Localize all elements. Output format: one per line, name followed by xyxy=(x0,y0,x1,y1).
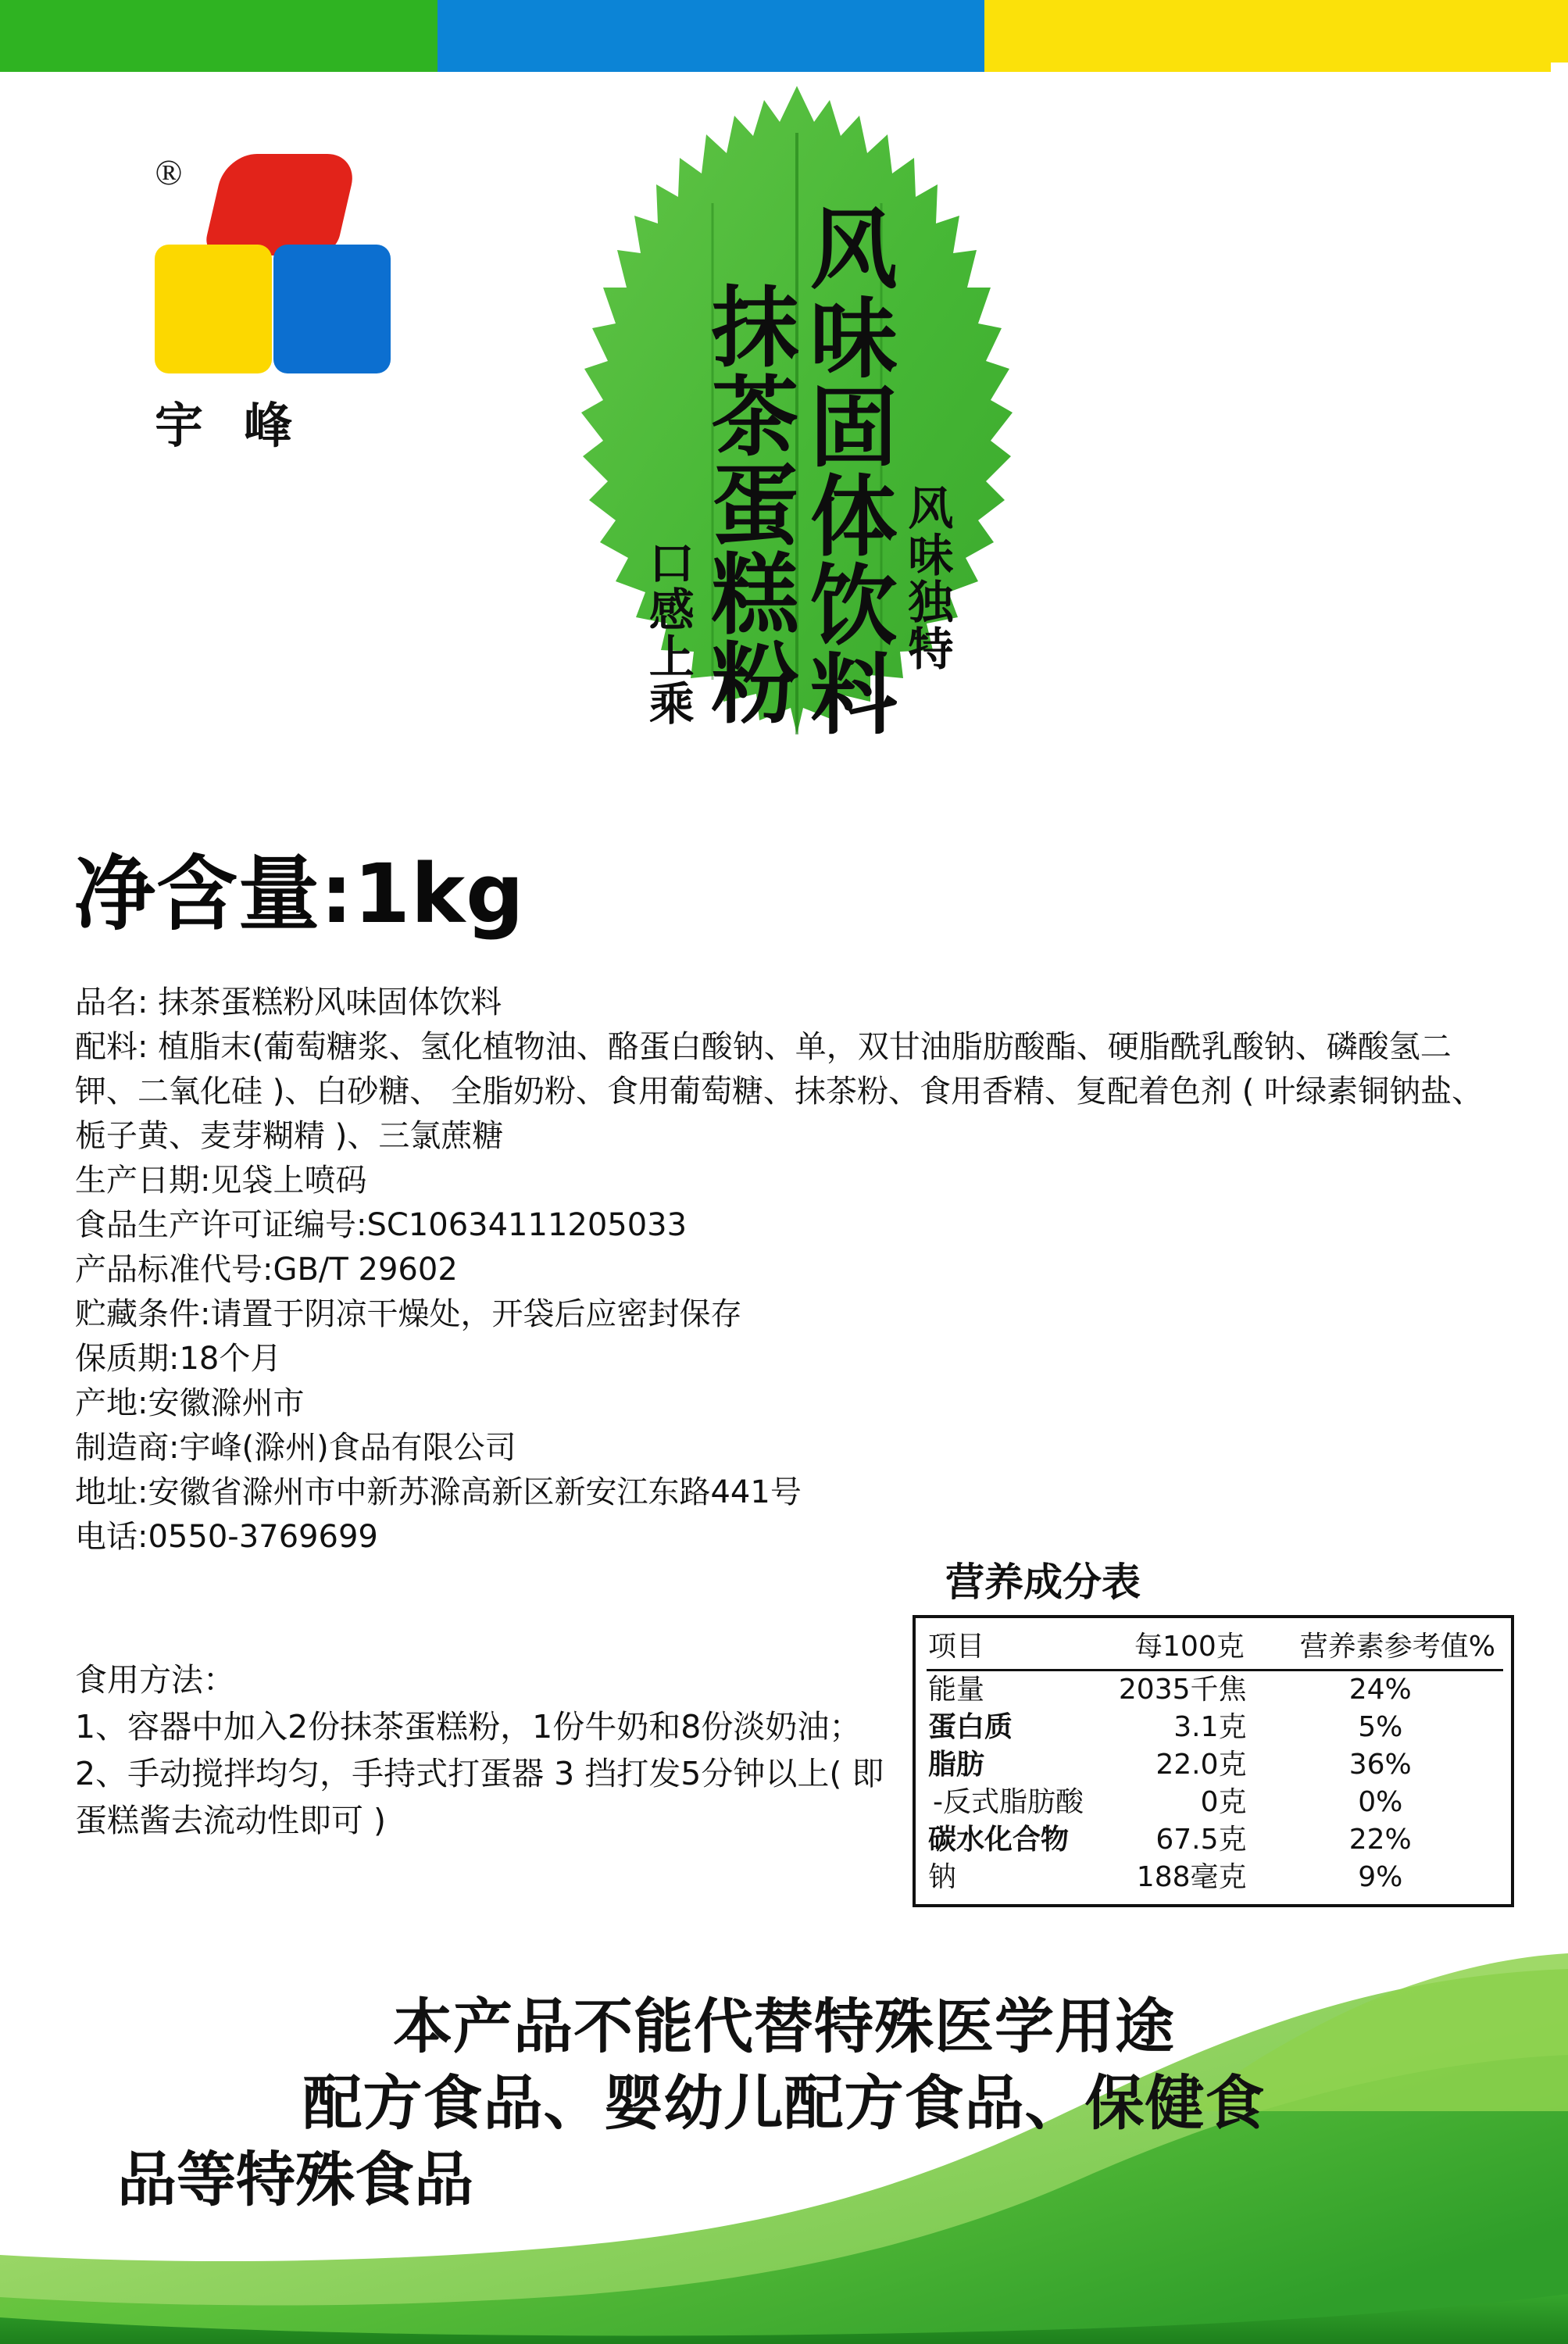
nutrition-row-nrv: 0% xyxy=(1358,1786,1403,1818)
info-shelf-life: 保质期:18个月 xyxy=(75,1341,282,1377)
cube-logo-icon xyxy=(148,152,383,387)
nutrition-row-per100g: 0克 xyxy=(1200,1786,1247,1818)
nutrition-row-per100g: 2035千焦 xyxy=(1118,1674,1247,1706)
product-tagline-left: 口感上乘 xyxy=(641,539,695,727)
product-tagline-right: 风味独特 xyxy=(900,484,954,672)
info-production-date: 生产日期:见袋上喷码 xyxy=(75,1163,367,1199)
nutrition-row xyxy=(927,1746,1503,1784)
nutrition-row-item: 碳水化合物 xyxy=(928,1824,1070,1856)
info-ingredients: 配料: 植脂末(葡萄糖浆、氢化植物油、酪蛋白酸钠、单，双甘油脂肪酸酯、硬脂酰乳酸钠、磷酸氢二钾、二氧化硅 )、白砂糖、 全脂奶粉、食用葡萄糖、抹茶粉、食用香精、复配着色剂 ( 叶绿素铜钠盐、栀子黄、麦芽糊精 )、三氯蔗糖 xyxy=(75,1029,1484,1154)
nutrition-row-per100g: 3.1克 xyxy=(1173,1711,1247,1743)
product-title-line2: 抹茶蛋糕粉 xyxy=(697,281,798,727)
nutrition-row-per100g: 67.5克 xyxy=(1155,1824,1247,1856)
info-address: 地址:安徽省滁州市中新苏滁高新区新安江东路441号 xyxy=(75,1474,802,1510)
nutrition-row-item: 能量 xyxy=(928,1674,985,1706)
nutrition-header-item: 项目 xyxy=(928,1631,985,1663)
nutrition-row-nrv: 5% xyxy=(1358,1711,1403,1743)
nutrition-row xyxy=(927,1821,1503,1859)
info-manufacturer: 制造商:宇峰(滁州)食品有限公司 xyxy=(75,1430,516,1466)
nutrition-row-item: 脂肪 xyxy=(928,1749,985,1781)
brand-logo xyxy=(141,152,398,488)
info-license-number: 食品生产许可证编号:SC10634111205033 xyxy=(75,1207,688,1243)
nutrition-header-row xyxy=(927,1621,1503,1670)
usage-heading: 食用方法： xyxy=(75,1661,235,1699)
cube-face-yellow xyxy=(155,245,272,373)
cube-face-red xyxy=(202,154,359,255)
nutrition-row xyxy=(927,1784,1503,1821)
usage-instructions xyxy=(75,1656,903,1844)
nutrition-row-nrv: 9% xyxy=(1358,1861,1403,1893)
nutrition-header-per100g: 每100克 xyxy=(1134,1631,1245,1663)
nutrition-row-per100g: 188毫克 xyxy=(1136,1861,1247,1893)
nutrition-row-per100g: 22.0克 xyxy=(1155,1749,1247,1781)
nutrition-row-item: 钠 xyxy=(928,1861,957,1893)
band-corner-notch xyxy=(1551,63,1568,73)
nutrition-row-nrv: 24% xyxy=(1348,1674,1412,1706)
nutrition-row xyxy=(927,1670,1503,1710)
nutrition-facts xyxy=(913,1551,1514,1907)
warning-line-1: 本产品不能代替特殊医学用途 xyxy=(393,1992,1175,2061)
registered-trademark-icon: ® xyxy=(155,152,183,192)
brand-name: 宇峰 xyxy=(155,397,334,454)
info-phone: 电话:0550-3769699 xyxy=(75,1519,378,1555)
usage-step-2: 2、手动搅拌均匀，手持式打蛋器 3 挡打发5分钟以上( 即蛋糕酱去流动性即可 ) xyxy=(75,1755,884,1839)
usage-step-1: 1、容器中加入2份抹茶蛋糕粉，1份牛奶和8份淡奶油； xyxy=(75,1708,862,1745)
nutrition-row xyxy=(927,1709,1503,1746)
nutrition-table-body xyxy=(927,1670,1503,1897)
warning-line-2: 配方食品、婴幼儿配方食品、保健食 xyxy=(302,2068,1266,2138)
nutrition-row-item: 蛋白质 xyxy=(928,1711,1013,1743)
top-color-band xyxy=(0,0,1568,72)
net-weight: 净含量:1kg xyxy=(74,846,525,942)
leaf-graphic xyxy=(539,86,1055,969)
info-product-name: 品名: 抹茶蛋糕粉风味固体饮料 xyxy=(75,984,502,1020)
band-segment-yellow xyxy=(984,0,1568,72)
info-origin: 产地:安徽滁州市 xyxy=(75,1385,305,1421)
band-segment-blue xyxy=(438,0,984,72)
nutrition-row xyxy=(927,1859,1503,1896)
nutrition-title: 营养成分表 xyxy=(945,1560,1141,1605)
nutrition-row-nrv: 22% xyxy=(1348,1824,1412,1856)
nutrition-table xyxy=(927,1621,1503,1896)
nutrition-table-head xyxy=(927,1621,1503,1670)
nutrition-row-nrv: 36% xyxy=(1348,1749,1412,1781)
info-standard-code: 产品标准代号:GB/T 29602 xyxy=(75,1252,458,1288)
product-title-vertical xyxy=(539,203,1055,945)
product-title-line1: 风味固体饮料 xyxy=(795,203,898,738)
nutrition-table-box xyxy=(913,1615,1514,1907)
special-food-warning xyxy=(0,1988,1568,2218)
product-info-block xyxy=(75,981,1484,1560)
nutrition-header-nrv: 营养素参考值% xyxy=(1299,1631,1495,1663)
band-segment-green xyxy=(0,0,438,72)
warning-line-3: 品等特殊食品 xyxy=(117,2145,473,2214)
info-storage-conditions: 贮藏条件:请置于阴凉干燥处，开袋后应密封保存 xyxy=(75,1296,742,1332)
nutrition-row-item: -反式脂肪酸 xyxy=(933,1786,1084,1818)
cube-face-blue xyxy=(273,245,391,373)
